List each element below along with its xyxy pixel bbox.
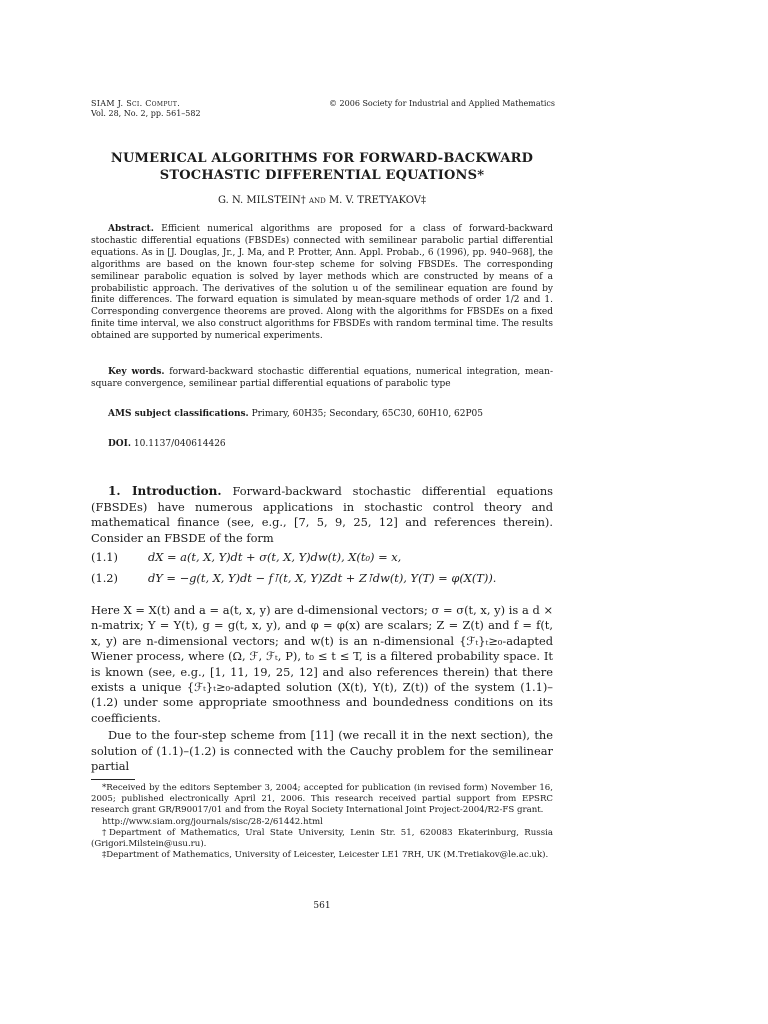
- body-paragraph-1: Here X = X(t) and a = a(t, x, y) are d-dimensional vectors; σ = σ(t, x, y) is a d × n-matrix; Y = Y(t), g = g(t, x, y), and φ = φ(x) are scalars; Z = Z(t) and f = f(t, x, y) are n-dimensional vectors; and w(t) is an n-dimensional {ℱₜ}ₜ≥₀-adapted Wiener process, where (Ω, ℱ, ℱₜ, P), t₀ ≤ t ≤ T, is a filtered probability space. It is known (see, e.g., [1, 11, 19, 25, 12] and also references therein) that there exists a unique {ℱₜ}ₜ≥₀-adapted solution (X(t), Y(t), Z(t)) of the system (1.1)–(1.2) under some appropriate smoothness and boundedness conditions on its coefficients.: [91, 603, 553, 725]
- abstract-text: Efficient numerical algorithms are proposed for a class of forward-backward stochastic differential equations (FBSDEs) connected with semilinear parabolic partial differential equations. As in [J. Douglas, Jr., J. Ma, and P. Protter, Ann. Appl. Probab., 6 (1996), pp. 940–968], the algorithms are based on the known four-step scheme for solving FBSDEs. The corresponding semilinear parabolic equation is solved by layer methods which are constructed by means of a probabilistic approach. The derivatives of the solution u of the semilinear equation are found by finite differences. The forward equation is simulated by mean-square methods of order 1/2 and 1. Corresponding convergence theorems are proved. Along with the algorithms for FBSDEs on a fixed finite time interval, we also construct algorithms for FBSDEs with random terminal time. The results obtained are supported by numerical experiments.: [91, 224, 553, 342]
- introduction-section: [91, 484, 553, 546]
- footnote-rule: [91, 779, 135, 780]
- section-heading: 1. Introduction.: [108, 484, 222, 498]
- doi: [91, 438, 553, 450]
- journal-name: SIAM J. Sci. Comput.: [91, 99, 181, 108]
- footnote-received: *Received by the editors September 3, 2004; accepted for publication (in revised form) November 16, 2005; published electronically April 21, 2006. This research received partial support from EPSRC research grant GR/R90017/01 and from the Royal Society International Joint Project-2004/R2-FS grant.: [91, 783, 553, 816]
- body-text: [91, 603, 553, 776]
- intro-text: Forward-backward stochastic differential equations (FBSDEs) have numerous applications in stochastic control theory and mathematical finance (see, e.g., [7, 5, 9, 25, 12] and references therein). Consider an FBSDE of the form: [91, 484, 554, 545]
- paper-title: [91, 150, 553, 184]
- ams-text: Primary, 60H35; Secondary, 65C30, 60H10, 62P05: [251, 409, 484, 419]
- doi-value: 10.1137/040614426: [133, 439, 226, 449]
- equation-body: dX = a(t, X, Y)dt + σ(t, X, Y)dw(t), X(t₀) = x,: [148, 550, 402, 564]
- journal-header: [91, 99, 201, 119]
- equation-number: (1.1): [91, 550, 119, 564]
- equation-number: (1.2): [91, 571, 119, 585]
- footnote-url: http://www.siam.org/journals/sisc/28-2/61442.html: [102, 816, 323, 827]
- footnotes: [91, 783, 553, 861]
- footnote-author-2: ‡Department of Mathematics, University of Leicester, Leicester LE1 7RH, UK (M.Tretiakov@le.ac.uk).: [102, 850, 549, 861]
- author-line: [91, 195, 553, 207]
- author-2: M. V. TRETYAKOV‡: [328, 195, 427, 206]
- ams-classifications: [91, 408, 553, 420]
- equation-body: dY = −g(t, X, Y)dt − f⊺(t, X, Y)Zdt + Z⊺dw(t), Y(T) = φ(X(T)).: [148, 571, 497, 585]
- title-line-1: NUMERICAL ALGORITHMS FOR FORWARD-BACKWARD: [110, 151, 534, 166]
- copyright-notice: © 2006 Society for Industrial and Applied Mathematics: [329, 99, 555, 108]
- keywords-text: forward-backward stochastic differential equations, numerical integration, mean-square convergence, semilinear partial differential equations of parabolic type: [91, 367, 553, 389]
- body-paragraph-2: Due to the four-step scheme from [11] (we recall it in the next section), the solution of (1.1)–(1.2) is connected with the Cauchy problem for the semilinear partial: [91, 728, 553, 774]
- page-number: 561: [313, 901, 331, 911]
- keywords-label: Key words.: [108, 367, 165, 377]
- ams-label: AMS subject classifications.: [108, 409, 249, 419]
- doi-label: DOI.: [108, 439, 131, 449]
- title-line-2: STOCHASTIC DIFFERENTIAL EQUATIONS*: [159, 168, 485, 183]
- author-conjunction: and: [308, 195, 326, 206]
- keywords: [91, 366, 553, 390]
- author-1: G. N. MILSTEIN†: [217, 195, 306, 206]
- footnote-author-1: †Department of Mathematics, Ural State University, Lenin Str. 51, 620083 Ekaterinburg, Russia (Grigori.Milstein@usu.ru).: [91, 827, 553, 850]
- journal-volume: Vol. 28, No. 2, pp. 561–582: [91, 109, 201, 118]
- abstract-label: Abstract.: [108, 224, 154, 234]
- abstract: [91, 224, 553, 343]
